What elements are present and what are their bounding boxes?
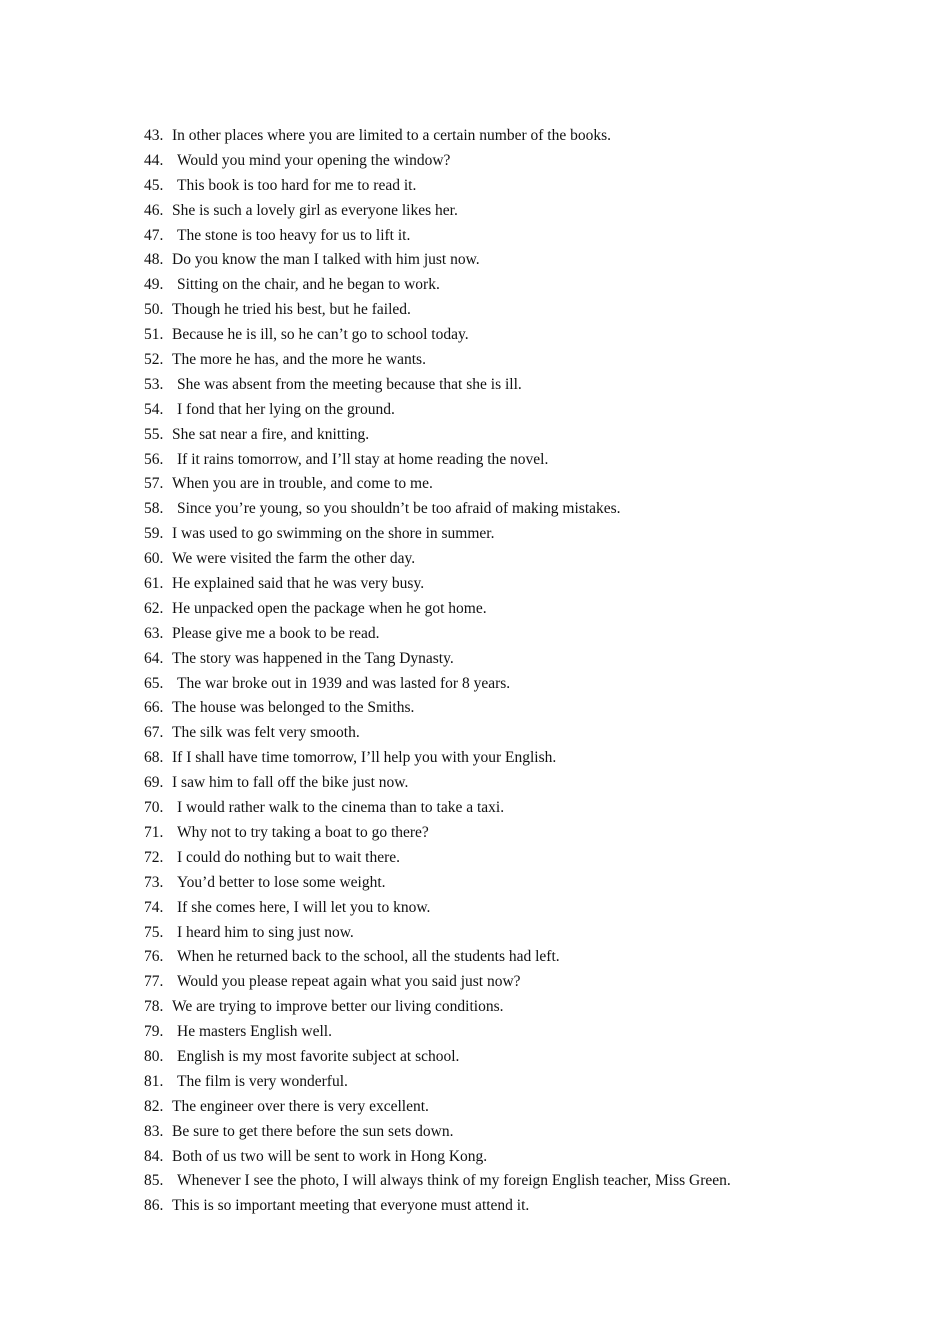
list-item xyxy=(144,472,731,497)
item-number: 46. xyxy=(144,201,164,219)
item-number: 53. xyxy=(144,375,164,393)
item-number: 50. xyxy=(144,301,164,319)
item-number: 68. xyxy=(144,749,164,767)
item-number: 73. xyxy=(144,873,164,891)
list-item xyxy=(144,572,731,597)
item-sentence: The engineer over there is very excellent. xyxy=(172,1097,429,1115)
item-number: 62. xyxy=(144,599,164,617)
item-sentence: I fond that her lying on the ground. xyxy=(177,400,395,418)
item-number: 57. xyxy=(144,475,164,493)
list-item xyxy=(144,1020,731,1045)
list-item xyxy=(144,149,731,174)
item-sentence: The war broke out in 1939 and was lasted for 8 years. xyxy=(177,674,511,692)
item-number: 72. xyxy=(144,848,164,866)
item-sentence: The house was belonged to the Smiths. xyxy=(172,699,415,717)
list-item xyxy=(144,647,731,672)
item-number: 75. xyxy=(144,923,164,941)
item-number: 47. xyxy=(144,226,164,244)
list-item xyxy=(144,497,731,522)
list-item xyxy=(144,423,731,448)
list-item xyxy=(144,945,731,970)
item-number: 81. xyxy=(144,1072,164,1090)
sentence-list xyxy=(144,124,731,1219)
list-item xyxy=(144,273,731,298)
item-sentence: Do you know the man I talked with him just now. xyxy=(172,251,480,269)
item-number: 66. xyxy=(144,699,164,717)
item-sentence: I heard him to sing just now. xyxy=(177,923,354,941)
list-item xyxy=(144,1070,731,1095)
list-item xyxy=(144,323,731,348)
item-number: 45. xyxy=(144,176,164,194)
item-sentence: Whenever I see the photo, I will always think of my foreign English teacher, Miss Green. xyxy=(177,1172,731,1190)
list-item xyxy=(144,896,731,921)
item-number: 67. xyxy=(144,724,164,742)
list-item xyxy=(144,846,731,871)
item-number: 58. xyxy=(144,500,164,518)
item-number: 74. xyxy=(144,898,164,916)
list-item xyxy=(144,298,731,323)
item-sentence: Would you please repeat again what you said just now? xyxy=(177,973,521,991)
item-sentence: Both of us two will be sent to work in Hong Kong. xyxy=(172,1147,488,1165)
item-sentence: When you are in trouble, and come to me. xyxy=(172,475,433,493)
item-sentence: I could do nothing but to wait there. xyxy=(177,848,400,866)
list-item xyxy=(144,771,731,796)
item-number: 51. xyxy=(144,326,164,344)
item-sentence: We were visited the farm the other day. xyxy=(172,550,416,568)
item-number: 61. xyxy=(144,575,164,593)
list-item xyxy=(144,199,731,224)
item-number: 54. xyxy=(144,400,164,418)
list-item xyxy=(144,921,731,946)
item-sentence: I was used to go swimming on the shore in summer. xyxy=(172,525,495,543)
list-item xyxy=(144,522,731,547)
item-number: 64. xyxy=(144,649,164,667)
item-sentence: He explained said that he was very busy. xyxy=(172,575,425,593)
item-number: 55. xyxy=(144,425,164,443)
item-number: 79. xyxy=(144,1023,164,1041)
list-item xyxy=(144,224,731,249)
item-sentence: She was absent from the meeting because that she is ill. xyxy=(177,375,522,393)
item-number: 44. xyxy=(144,151,164,169)
list-item xyxy=(144,796,731,821)
item-sentence: If I shall have time tomorrow, I’ll help you with your English. xyxy=(172,749,557,767)
item-number: 52. xyxy=(144,351,164,369)
item-sentence: Since you’re young, so you shouldn’t be too afraid of making mistakes. xyxy=(177,500,621,518)
item-sentence: He unpacked open the package when he got home. xyxy=(172,599,487,617)
item-sentence: The stone is too heavy for us to lift it. xyxy=(177,226,411,244)
item-sentence: The more he has, and the more he wants. xyxy=(172,351,426,369)
item-number: 70. xyxy=(144,799,164,817)
item-number: 84. xyxy=(144,1147,164,1165)
list-item xyxy=(144,622,731,647)
item-sentence: This is so important meeting that everyone must attend it. xyxy=(172,1197,530,1215)
item-sentence: He masters English well. xyxy=(177,1023,332,1041)
item-sentence: When he returned back to the school, all the students had left. xyxy=(177,948,560,966)
list-item xyxy=(144,1045,731,1070)
item-number: 82. xyxy=(144,1097,164,1115)
item-number: 86. xyxy=(144,1197,164,1215)
item-number: 65. xyxy=(144,674,164,692)
item-sentence: She is such a lovely girl as everyone likes her. xyxy=(172,201,458,219)
list-item xyxy=(144,696,731,721)
list-item xyxy=(144,821,731,846)
list-item xyxy=(144,1095,731,1120)
list-item xyxy=(144,995,731,1020)
list-item xyxy=(144,1194,731,1219)
item-sentence: She sat near a fire, and knitting. xyxy=(172,425,370,443)
item-number: 63. xyxy=(144,624,164,642)
item-sentence: Would you mind your opening the window? xyxy=(177,151,451,169)
list-item xyxy=(144,597,731,622)
list-item xyxy=(144,721,731,746)
item-number: 59. xyxy=(144,525,164,543)
item-sentence: Why not to try taking a boat to go there? xyxy=(177,823,429,841)
list-item xyxy=(144,373,731,398)
list-item xyxy=(144,1169,731,1194)
list-item xyxy=(144,398,731,423)
list-item xyxy=(144,547,731,572)
list-item xyxy=(144,1145,731,1170)
list-item xyxy=(144,248,731,273)
item-number: 60. xyxy=(144,550,164,568)
item-number: 71. xyxy=(144,823,164,841)
item-sentence: The silk was felt very smooth. xyxy=(172,724,360,742)
list-item xyxy=(144,746,731,771)
list-item xyxy=(144,348,731,373)
item-sentence: You’d better to lose some weight. xyxy=(177,873,386,891)
item-number: 49. xyxy=(144,276,164,294)
list-item xyxy=(144,174,731,199)
item-sentence: Because he is ill, so he can’t go to school today. xyxy=(172,326,469,344)
item-number: 83. xyxy=(144,1122,164,1140)
item-number: 77. xyxy=(144,973,164,991)
item-sentence: Be sure to get there before the sun sets down. xyxy=(172,1122,454,1140)
list-item xyxy=(144,871,731,896)
item-sentence: The story was happened in the Tang Dynasty. xyxy=(172,649,454,667)
item-sentence: If it rains tomorrow, and I’ll stay at home reading the novel. xyxy=(177,450,549,468)
item-number: 43. xyxy=(144,127,164,144)
item-number: 78. xyxy=(144,998,164,1016)
item-sentence: Sitting on the chair, and he began to work. xyxy=(177,276,440,294)
item-sentence: English is my most favorite subject at school. xyxy=(177,1047,460,1065)
item-number: 48. xyxy=(144,251,164,269)
item-sentence: I would rather walk to the cinema than to take a taxi. xyxy=(177,799,505,817)
item-sentence: If she comes here, I will let you to know. xyxy=(177,898,431,916)
list-item xyxy=(144,124,731,149)
item-number: 69. xyxy=(144,774,164,792)
list-item xyxy=(144,672,731,697)
item-sentence: In other places where you are limited to a certain number of the books. xyxy=(172,127,612,144)
item-sentence: This book is too hard for me to read it. xyxy=(177,176,417,194)
list-item xyxy=(144,1120,731,1145)
item-sentence: Though he tried his best, but he failed. xyxy=(172,301,411,319)
item-number: 80. xyxy=(144,1047,164,1065)
list-item xyxy=(144,448,731,473)
item-sentence: The film is very wonderful. xyxy=(177,1072,348,1090)
item-number: 76. xyxy=(144,948,164,966)
item-sentence: I saw him to fall off the bike just now. xyxy=(172,774,409,792)
item-sentence: Please give me a book to be read. xyxy=(172,624,380,642)
item-number: 56. xyxy=(144,450,164,468)
item-number: 85. xyxy=(144,1172,164,1190)
list-item xyxy=(144,970,731,995)
item-sentence: We are trying to improve better our living conditions. xyxy=(172,998,504,1016)
